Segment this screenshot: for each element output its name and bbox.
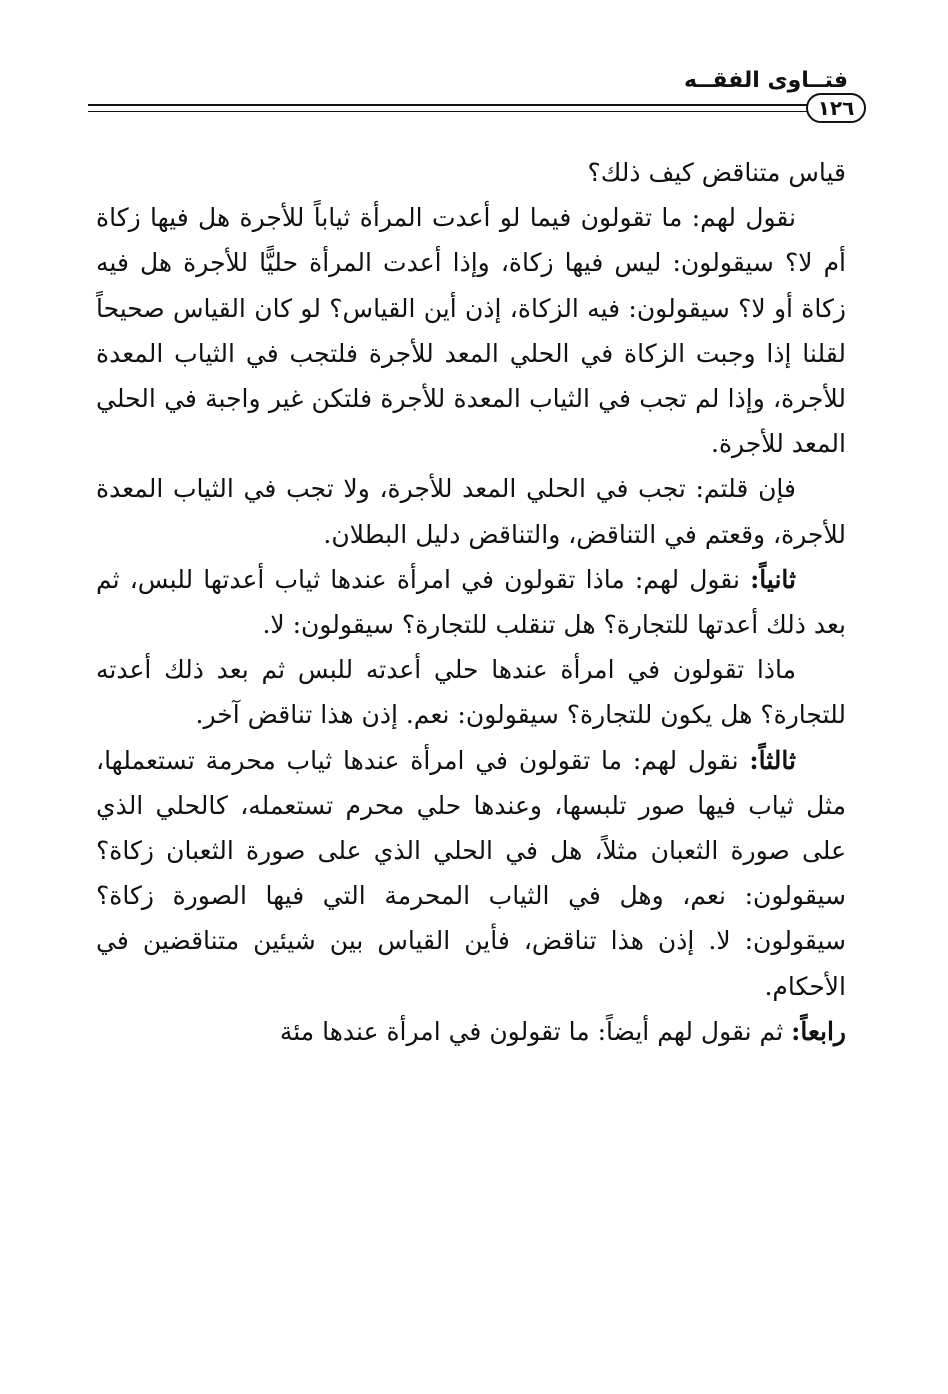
paragraph-text: نقول لهم: ما تقولون في امرأة عندها ثياب محرمة تستعملها، مثل ثياب فيها صور تلبسها، وعندها حلي محرم تستعمله، كالحلي الذي على صورة الثعبان مثلاً، هل في الحلي الذي على صورة الثعبان زكاة؟ سيقولون: نعم، وهل في الثياب المحرمة التي فيها الصورة زكاة؟ سيقولون: لا. إذن هذا تناقض، فأين القياس بين شيئين متناقضين في الأحكام. — [96, 745, 846, 1001]
paragraph-3 — [96, 466, 846, 556]
page-number: ١٢٦ — [806, 93, 866, 123]
body-text — [96, 150, 846, 1054]
paragraph-text: نقول لهم: ماذا تقولون في امرأة عندها ثياب أعدتها للبس، ثم بعد ذلك أعدتها للتجارة؟ هل تنقلب للتجارة؟ سيقولون: لا. — [96, 564, 846, 640]
paragraph-text: نقول لهم: ما تقولون فيما لو أعدت المرأة ثياباً للأجرة هل فيها زكاة أم لا؟ سيقولون: ليس فيها زكاة، وإذا أعدت المرأة حليًّا للأجرة هل فيه زكاة أو لا؟ سيقولون: فيه الزكاة، إذن أين القياس؟ لو كان القياس صحيحاً لقلنا إذا وجبت الزكاة في الحلي المعد للأجرة فلتجب في الثياب المعدة للأجرة، وإذا لم تجب في الثياب المعدة للأجرة فلتكن غير واجبة في الحلي المعد للأجرة. — [96, 203, 846, 459]
paragraph-2 — [96, 195, 846, 466]
paragraph-lead: ثالثاً: — [749, 745, 796, 775]
paragraph-7 — [96, 1009, 846, 1054]
paragraph-6 — [96, 738, 846, 1009]
running-title: فتــاوى الفقــه — [683, 68, 848, 93]
paragraph-5 — [96, 647, 846, 737]
paragraph-lead: رابعاً: — [791, 1016, 846, 1046]
paragraph-lead: ثانياً: — [750, 564, 796, 594]
paragraph-4 — [96, 557, 846, 647]
paragraph-1 — [96, 150, 846, 195]
header-rule-thick — [88, 104, 810, 106]
paragraph-text: فإن قلتم: تجب في الحلي المعد للأجرة، ولا تجب في الثياب المعدة للأجرة، وقعتم في التناقض، والتناقض دليل البطلان. — [96, 474, 846, 549]
header-rule-thin — [88, 111, 810, 112]
paragraph-text: ثم نقول لهم أيضاً: ما تقولون في امرأة عندها مئة — [279, 1016, 792, 1046]
paragraph-text: قياس متناقض كيف ذلك؟ — [587, 158, 846, 187]
paragraph-text: ماذا تقولون في امرأة عندها حلي أعدته للبس ثم بعد ذلك أعدته للتجارة؟ هل يكون للتجارة؟ سيقولون: نعم. إذن هذا تناقض آخر. — [96, 655, 846, 730]
